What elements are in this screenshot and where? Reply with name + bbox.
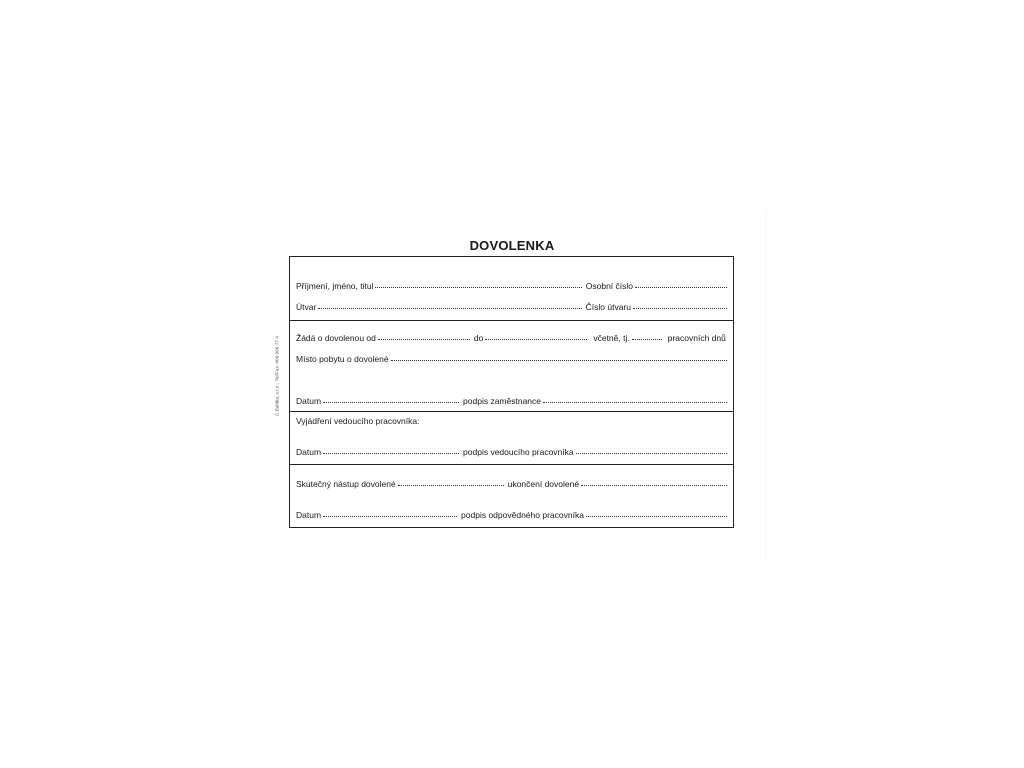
unit-field[interactable]	[318, 308, 581, 309]
responsible-date-field[interactable]	[323, 516, 457, 517]
request-from-label: Žádá o dovolenou od	[296, 333, 376, 343]
leave-end-label: ukončení dovolené	[507, 479, 580, 489]
leave-to-field[interactable]	[485, 339, 587, 340]
workdays-label: pracovních dnů	[667, 333, 726, 343]
date-label: Datum	[296, 510, 322, 520]
leave-from-field[interactable]	[378, 339, 470, 340]
employee-signature-label: podpis zaměstnance	[463, 396, 542, 406]
row-actual-leave	[296, 479, 727, 489]
leave-request-form	[289, 256, 734, 528]
actual-start-label: Skutečný nástup dovolené	[296, 479, 396, 489]
manager-signature-field[interactable]	[576, 453, 727, 454]
section-divider-1	[290, 320, 733, 321]
row-leave-dates	[296, 333, 727, 343]
row-leave-place	[296, 354, 727, 364]
row-manager-signature	[296, 447, 727, 457]
including-label: včetně, tj.	[593, 333, 630, 343]
leave-end-field[interactable]	[581, 485, 727, 486]
actual-start-field[interactable]	[398, 485, 504, 486]
employee-date-field[interactable]	[323, 402, 459, 403]
personal-number-field[interactable]	[635, 287, 727, 288]
surname-label: Příjmení, jméno, titul	[296, 281, 374, 291]
printer-imprint: Č.Baltika, s.r.o., Tel/Fax: 000 000 77 4	[274, 336, 280, 416]
manager-date-field[interactable]	[323, 453, 459, 454]
row-employee-signature	[296, 396, 727, 406]
row-unit	[296, 302, 727, 312]
section-divider-2	[290, 411, 733, 412]
unit-label: Útvar	[296, 302, 317, 312]
workdays-count-field[interactable]	[632, 339, 662, 340]
form-title: DOVOLENKA	[469, 238, 555, 253]
date-label: Datum	[296, 447, 322, 457]
leave-place-label: Místo pobytu o dovolené	[296, 354, 389, 364]
personal-number-label: Osobní číslo	[585, 281, 633, 291]
leave-place-field[interactable]	[391, 360, 727, 361]
manager-opinion-label: Vyjádření vedoucího pracovníka:	[296, 416, 420, 426]
surname-field[interactable]	[375, 287, 581, 288]
responsible-signature-field[interactable]	[586, 516, 727, 517]
unit-number-field[interactable]	[633, 308, 727, 309]
responsible-signature-label: podpis odpovědného pracovníka	[461, 510, 584, 520]
unit-number-label: Číslo útvaru	[585, 302, 631, 312]
scan-edge-shadow	[765, 210, 767, 560]
to-label: do	[473, 333, 484, 343]
date-label: Datum	[296, 396, 322, 406]
employee-signature-field[interactable]	[543, 402, 727, 403]
row-responsible-signature	[296, 510, 727, 520]
row-name-personal-number	[296, 281, 727, 291]
section-divider-3	[290, 464, 733, 465]
manager-signature-label: podpis vedoucího pracovníka	[463, 447, 574, 457]
row-manager-opinion	[296, 416, 727, 426]
